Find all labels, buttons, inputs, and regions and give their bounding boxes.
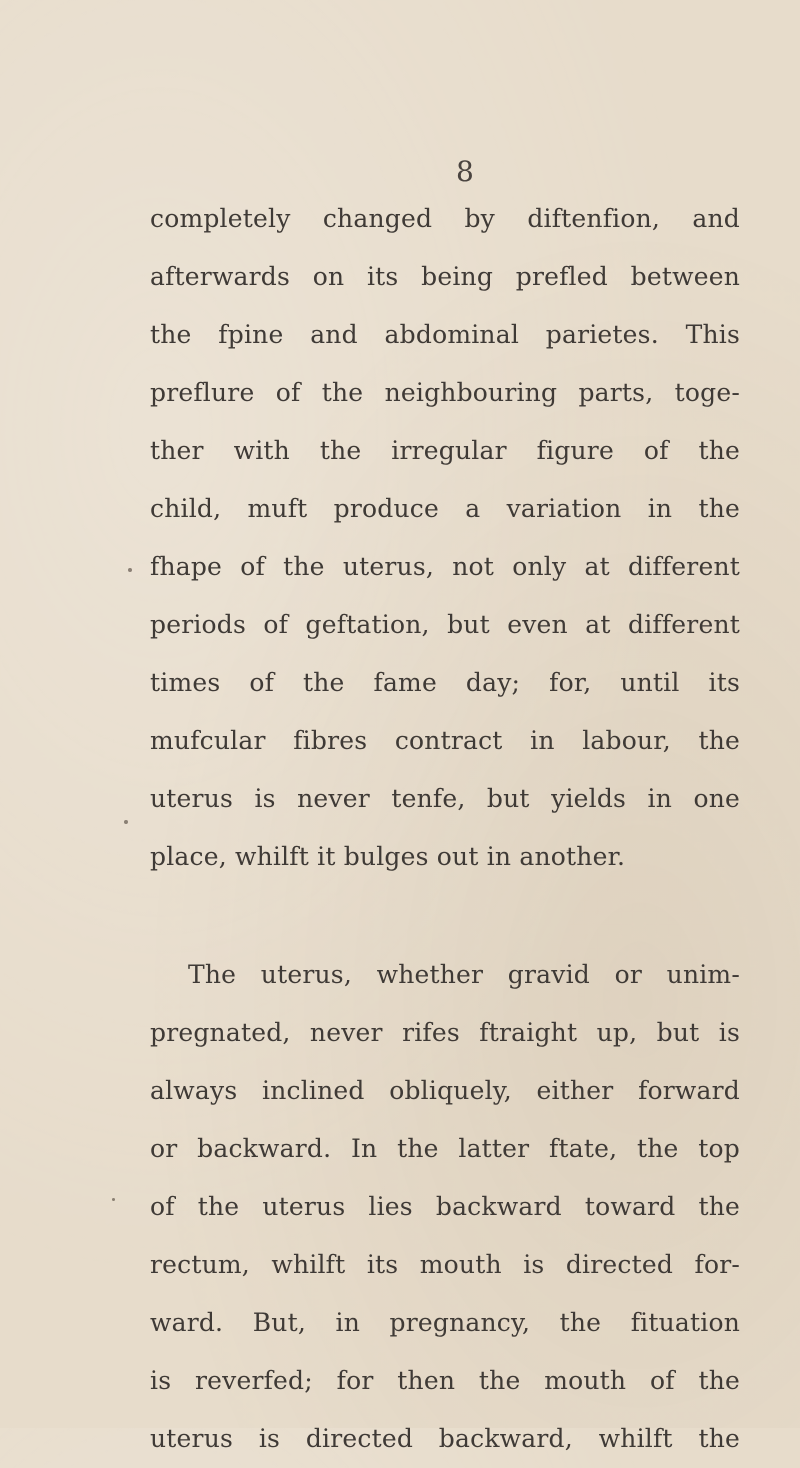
- text-line: or backward. In the latter ftate, the top: [150, 1134, 740, 1163]
- text-line: preflure of the neighbouring parts, toge-: [150, 378, 740, 407]
- text-line: is reverfed; for then the mouth of the: [150, 1366, 740, 1395]
- text-line: rectum, whilft its mouth is directed for-: [150, 1250, 740, 1279]
- paragraph-spacer: [150, 886, 740, 946]
- text-line: pregnated, never rifes ftraight up, but is: [150, 1018, 740, 1047]
- paragraph-2: [150, 946, 740, 1468]
- text-line: afterwards on its being prefled between: [150, 262, 740, 291]
- page-number: 8: [456, 155, 474, 188]
- text-line: the fpine and abdominal parietes. This: [150, 320, 740, 349]
- text-line: ther with the irregular figure of the: [150, 436, 740, 465]
- paper-speck: [112, 1198, 115, 1201]
- text-line: mufcular fibres contract in labour, the: [150, 726, 740, 755]
- paragraph-1: [150, 190, 740, 886]
- text-line: child, muft produce a variation in the: [150, 494, 740, 523]
- text-line: times of the fame day; for, until its: [150, 668, 740, 697]
- text-line: of the uterus lies backward toward the: [150, 1192, 740, 1221]
- text-line: uterus is never tenfe, but yields in one: [150, 784, 740, 813]
- text-line: uterus is directed backward, whilft the: [150, 1424, 740, 1453]
- body-text: [150, 190, 740, 1468]
- text-line: periods of geftation, but even at different: [150, 610, 740, 639]
- text-line: place, whilft it bulges out in another.: [150, 842, 626, 871]
- paper-speck: [124, 820, 128, 824]
- text-line: completely changed by diftenfion, and: [150, 204, 740, 233]
- paper-speck: [128, 568, 132, 572]
- text-line: fhape of the uterus, not only at different: [150, 552, 740, 581]
- text-line: The uterus, whether gravid or unim-: [188, 960, 740, 989]
- text-line: ward. But, in pregnancy, the fituation: [150, 1308, 740, 1337]
- text-line: always inclined obliquely, either forward: [150, 1076, 740, 1105]
